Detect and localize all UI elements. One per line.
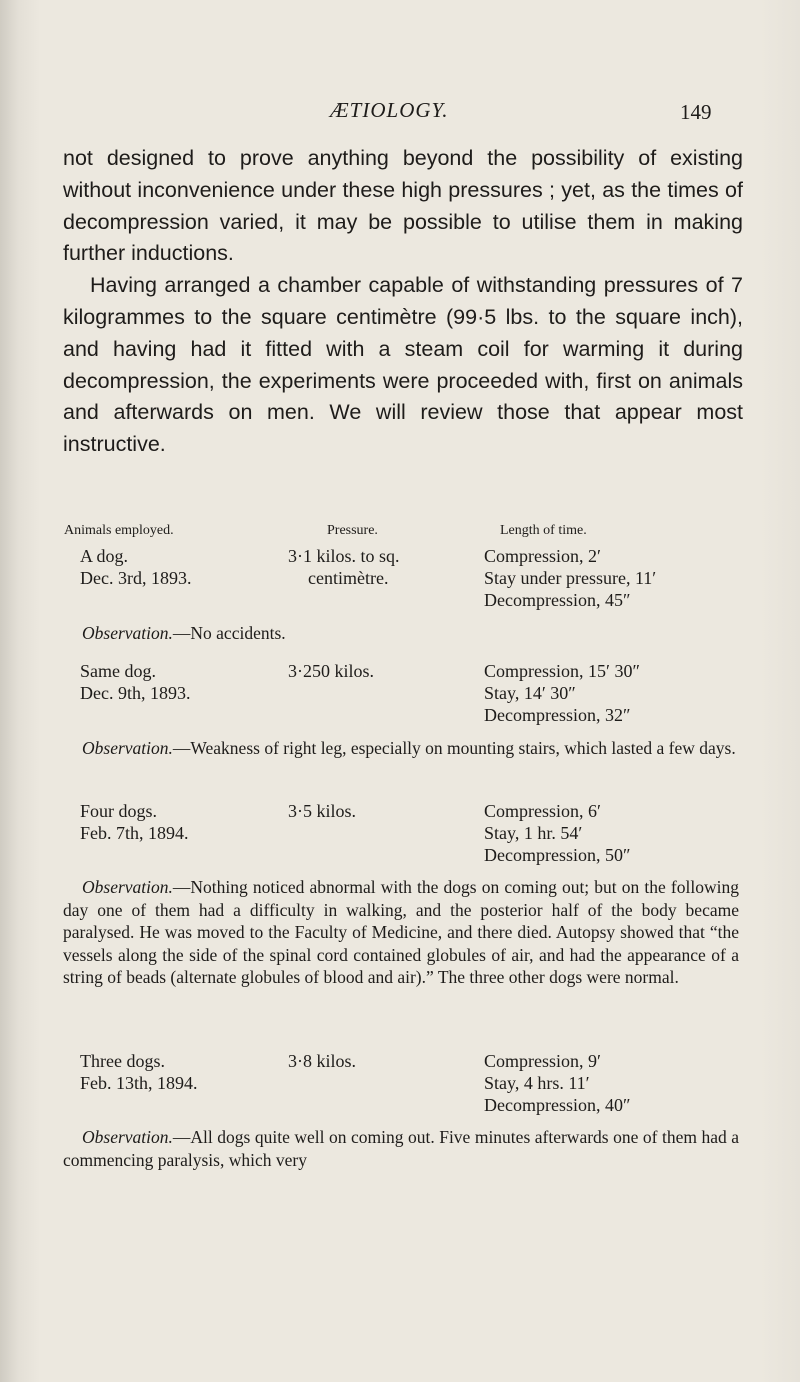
observation-label: Observation.: [82, 738, 173, 758]
observation-text: —Nothing noticed abnormal with the dogs on coming out; but on the following day one of them had a difficulty in walking, and the posterior half of the body became paralysed. He was moved to the Faculty of Medicine, and there died. Autopsy showed that “the vessels along the side of the spinal cord contained globules of air, and had the appearance of a string of beads (alternate globules of blood and air).” The three other dogs were normal.: [63, 877, 739, 987]
animal-line: Three dogs.: [80, 1051, 165, 1071]
animal-line: Four dogs.: [80, 801, 158, 821]
times-cell: [484, 1050, 630, 1116]
compression-line: Compression, 2′: [484, 546, 601, 566]
animal-line: Same dog.: [80, 661, 156, 681]
stay-line: Stay under pressure, 11′: [484, 568, 657, 588]
compression-line: Compression, 6′: [484, 801, 601, 821]
pressure-line: centimètre.: [308, 568, 389, 588]
observation: [63, 1126, 739, 1171]
animals-cell: [80, 545, 191, 589]
animals-cell: [80, 800, 189, 844]
observation-text: —No accidents.: [172, 623, 286, 643]
date-line: Dec. 9th, 1893.: [80, 683, 191, 703]
times-cell: [484, 800, 630, 866]
observation: [63, 737, 739, 760]
decompression-line: Decompression, 40″: [484, 1095, 631, 1115]
pressure-line: 3·5 kilos.: [288, 801, 357, 821]
pressure-cell: [288, 1050, 356, 1072]
page-header: [0, 98, 800, 128]
compression-line: Compression, 9′: [484, 1051, 601, 1071]
decompression-line: Decompression, 32″: [484, 705, 631, 725]
times-cell: [484, 660, 640, 726]
header-animals: Animals employed.: [64, 523, 174, 538]
times-cell: [484, 545, 656, 611]
observation-label: Observation.: [82, 1127, 173, 1147]
pressure-cell: [288, 660, 374, 682]
animal-line: A dog.: [80, 546, 129, 566]
observation-text: —All dogs quite well on coming out. Five minutes afterwards one of them had a commencing paralysis, which very: [63, 1127, 739, 1170]
stay-line: Stay, 4 hrs. 11′: [484, 1073, 590, 1093]
stay-line: Stay, 14′ 30″: [484, 683, 576, 703]
page-number: 149: [680, 100, 712, 124]
stay-line: Stay, 1 hr. 54′: [484, 823, 583, 843]
pressure-line: 3·250 kilos.: [288, 661, 375, 681]
pressure-line: 3·1 kilos. to sq.: [288, 546, 400, 566]
animals-cell: [80, 1050, 198, 1094]
header-length: Length of time.: [500, 523, 587, 538]
observation: [63, 876, 739, 989]
pressure-cell: [288, 800, 356, 822]
observation-text: —Weakness of right leg, especially on mounting stairs, which lasted a few days.: [172, 738, 736, 758]
pressure-cell: [288, 545, 400, 589]
animals-cell: [80, 660, 190, 704]
decompression-line: Decompression, 45″: [484, 590, 631, 610]
header-pressure: Pressure.: [327, 523, 378, 538]
date-line: Dec. 3rd, 1893.: [80, 568, 192, 588]
running-head: ÆTIOLOGY.: [330, 98, 449, 122]
observation-label: Observation.: [82, 877, 173, 897]
observation-label: Observation.: [82, 623, 173, 643]
pressure-line: 3·8 kilos.: [288, 1051, 357, 1071]
date-line: Feb. 7th, 1894.: [80, 823, 189, 843]
paragraph-continuation: not designed to prove anything beyond the possibility of existing without inconvenience under these high pressures ; yet, as the times of decompression varied, it may be possible to utilise them in making further inductions.: [63, 146, 743, 266]
compression-line: Compression, 15′ 30″: [484, 661, 640, 681]
paragraph-chamber: Having arranged a chamber capable of withstanding pressures of 7 kilogrammes to the square centimètre (99·5 lbs. to the square inch), and having had it fitted with a steam coil for warming it during decompression, the experiments were proceeded with, first on animals and afterwards on men. We will review those that appear most instructive.: [63, 273, 743, 457]
date-line: Feb. 13th, 1894.: [80, 1073, 198, 1093]
observation: [63, 622, 739, 645]
intro-text: [63, 143, 743, 461]
decompression-line: Decompression, 50″: [484, 845, 631, 865]
